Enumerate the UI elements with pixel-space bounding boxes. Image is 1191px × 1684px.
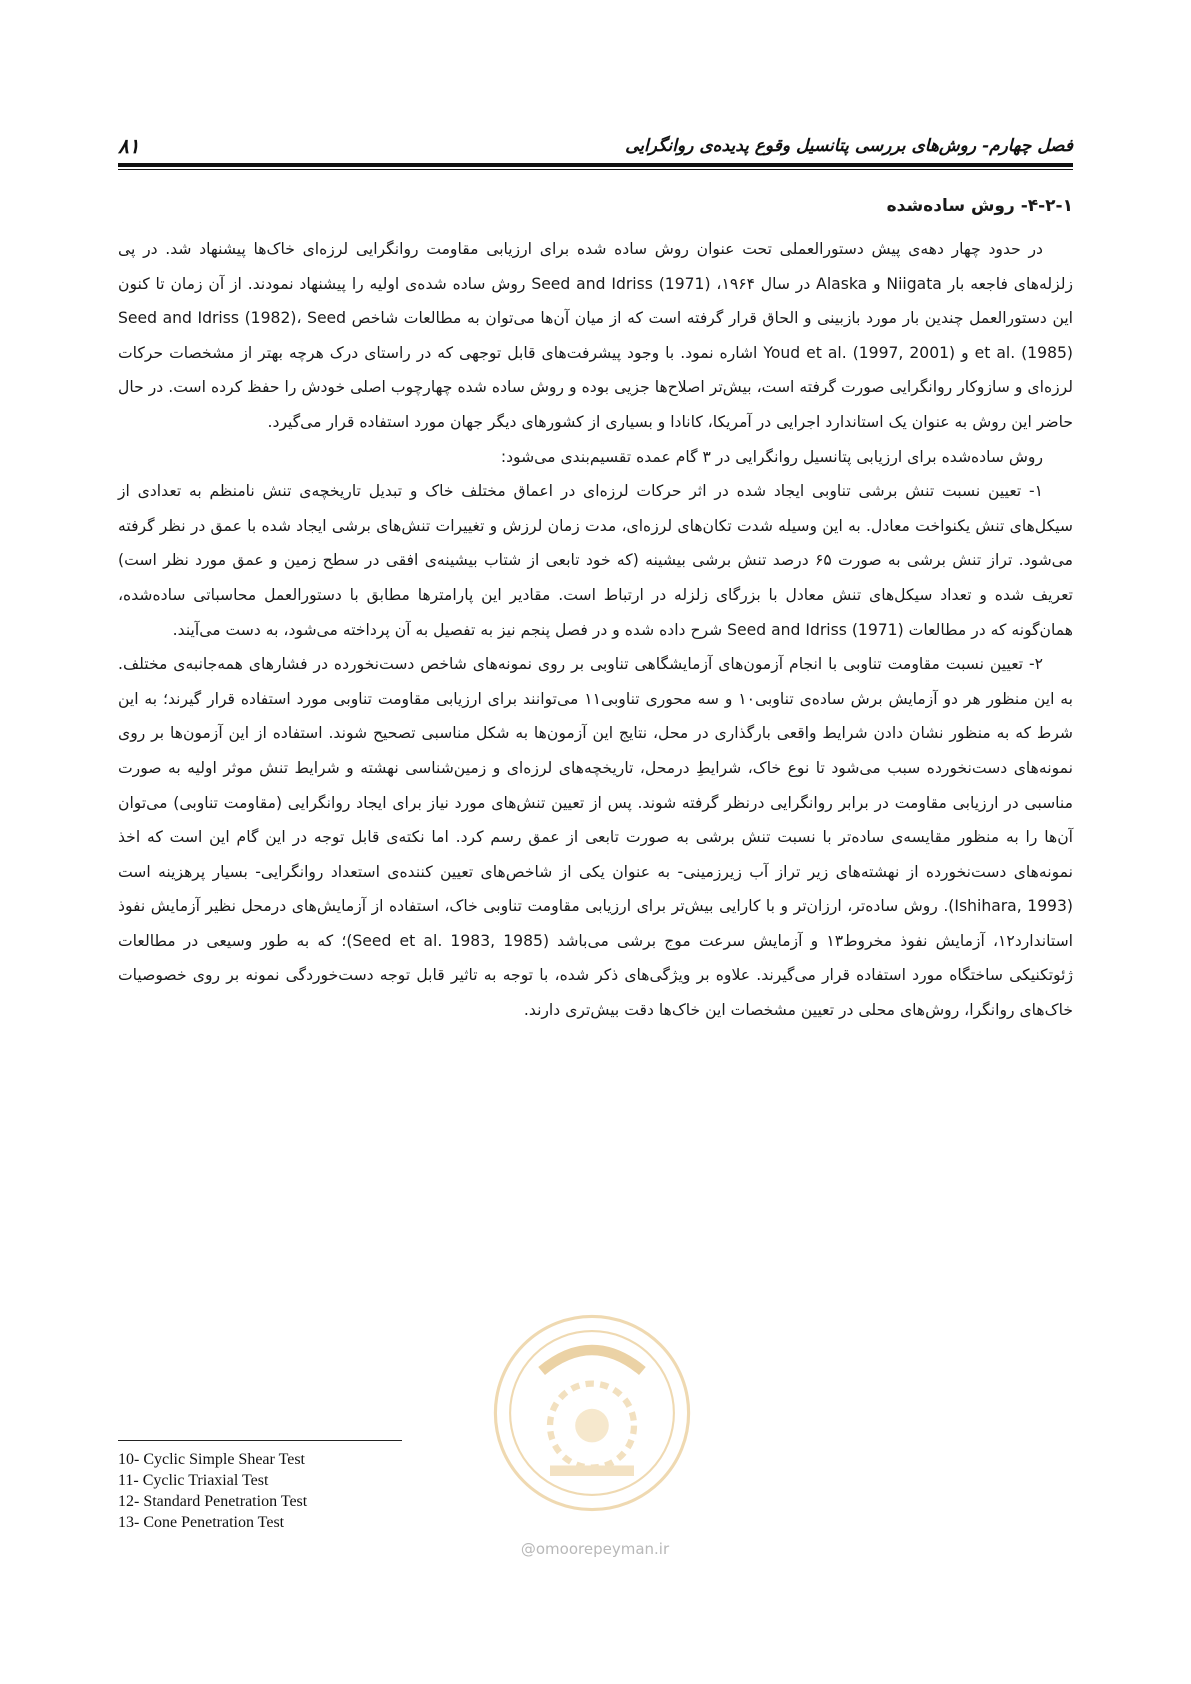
footnote: 11- Cyclic Triaxial Test <box>118 1472 269 1489</box>
paragraph: روش ساده‌شده برای ارزیابی پتانسیل روانگرایی در ۳ گام عمده تقسیم‌بندی می‌شود: <box>500 447 1043 466</box>
watermark-url: @omoorepeyman.ir <box>520 1540 670 1558</box>
watermark-seal-icon <box>487 1308 697 1518</box>
main-content <box>118 186 1073 1028</box>
header-rule <box>118 163 1073 170</box>
chapter-title: فصل چهارم- روش‌های بررسی پتانسیل وقوع پدیده‌ی روانگرایی <box>625 136 1073 156</box>
paragraph: ۲- تعیین نسبت مقاومت تناوبی با انجام آزمون‌های آزمایشگاهی تناوبی بر روی نمونه‌های شاخص دست‌نخورده در فشارهای همه‌جانبه‌ی مختلف. به این منظور هر دو آزمایش برش ساده‌ی تناوبی۱۰ و سه محوری تناوبی۱۱ می‌توانند برای ارزیابی مقاومت تناوبی مورد استفاده قرار گیرند؛ به این شرط که به منظور نشان دادن شرایط واقعی بارگذاری در محل، نتایج این آزمون‌ها به شکل مناسبی تصحیح شوند. استفاده از این آزمون‌ها بر روی نمونه‌های دست‌نخورده سبب می‌شود تا نوع خاک، شرایطِ درمحل، تاریخچه‌های لرزه‌ای و زمین‌شناسی نهشته و شرایط تنش موثر اولیه به صورت مناسبی در ارزیابی مقاومت در برابر روانگرایی درنظر گرفته شوند. پس از تعیین تنش‌های مورد نیاز برای ایجاد روانگرایی (مقاومت تناوبی) می‌توان آن‌ها را به منظور مقایسه‌ی ساده‌تر با نسبت تنش برشی به صورت تابعی از عمق رسم کرد. اما نکته‌ی قابل توجه در این گام این است که اخذ نمونه‌های دست‌نخورده از نهشته‌های زیر تراز آب زیرزمینی- به عنوان یکی از شاخص‌های تعیین کننده‌ی استعداد روانگرایی- بسیار پرهزینه است (Ishihara, 1993). روش ساده‌تر، ارزان‌تر و با کارایی بیش‌تر برای ارزیابی مقاومت تناوبی خاک، استفاده از آزمایش‌های درمحل نظیر آزمایش نفوذ استاندارد۱۲، آزمایش نفوذ مخروط۱۳ و آزمایش سرعت موج برشی می‌باشد (Seed et al. 1983, 1985)؛ که به طور وسیعی در مطالعات ژئوتکنیکی ساختگاه مورد استفاده قرار می‌گیرند. علاوه بر ویژگی‌های ذکر شده، با توجه به تاثیر قابل توجه دست‌خوردگی نمونه بر روی خصوصیات خاک‌های روانگرا، روش‌های محلی در تعیین مشخصات این خاک‌ها دقت بیش‌تری دارند. <box>118 655 1073 1020</box>
footnote-rule <box>118 1440 402 1441</box>
page-number: ۸۱ <box>118 134 140 158</box>
footnote: 12- Standard Penetration Test <box>118 1493 308 1510</box>
paragraph: در حدود چهار دهه‌ی پیش دستورالعملی تحت عنوان روش ساده شده برای ارزیابی مقاومت روانگرایی لرزه‌ای خاک‌ها پیشنهاد شد. در پی زلزله‌های فاجعه بار Niigata و Alaska در سال ۱۹۶۴، Seed and Idriss (1971) روش ساده شده‌ی اولیه را پیشنهاد نمودند. از آن زمان تا کنون این دستورالعمل چندین بار مورد بازبینی و الحاق قرار گرفته است که از میان آن‌ها می‌توان به مطالعات شاخص Seed and Idriss (1982)، Seed et al. (1985) و Youd et al. (1997, 2001) اشاره نمود. با وجود پیشرفت‌های قابل توجهی که در راستای درک هرچه بهتر از مشخصات حرکات لرزه‌ای و سازوکار روانگرایی صورت گرفته است، بیش‌تر اصلاح‌ها جزیی بوده و روش ساده شده چهارچوب اصلی خودش را حفظ کرده است. در حال حاضر این روش به عنوان یک استاندارد اجرایی در آمریکا، کانادا و بسیاری از کشورهای دیگر جهان مورد استفاده قرار می‌گیرد. <box>118 240 1073 431</box>
footnotes <box>118 1440 418 1533</box>
footnote: 13- Cone Penetration Test <box>118 1514 285 1531</box>
section-heading: ۴-۲-۱- روش ساده‌شده <box>886 196 1073 216</box>
footnote: 10- Cyclic Simple Shear Test <box>118 1451 305 1468</box>
running-header <box>118 126 1073 166</box>
paragraph: ۱- تعیین نسبت تنش برشی تناوبی ایجاد شده در اثر حرکات لرزه‌ای در اعماق مختلف خاک و تبدیل تاریخچه‌ی تنش نامنظم به تعدادی از سیکل‌های تنش یکنواخت معادل. به این وسیله شدت تکان‌های لرزه‌ای، مدت زمان لرزش و تغییرات تنش‌های برشی ایجاد شده با عمق در نظر گرفته می‌شود. تراز تنش برشی به صورت ۶۵ درصد تنش برشی بیشینه (که خود تابعی از شتاب بیشینه‌ی افقی در سطح زمین و عمق مورد نظر است) تعریف شده و تعداد سیکل‌های تنش معادل با بزرگای زلزله در ارتباط است. مقادیر این پارامترها مطابق با دستورالعمل محاسباتی ساده‌شده، همان‌گونه که در مطالعات Seed and Idriss (1971) شرح داده شده و در فصل پنجم نیز به تفصیل به آن پرداخته می‌شود، به دست می‌آیند. <box>118 482 1073 639</box>
